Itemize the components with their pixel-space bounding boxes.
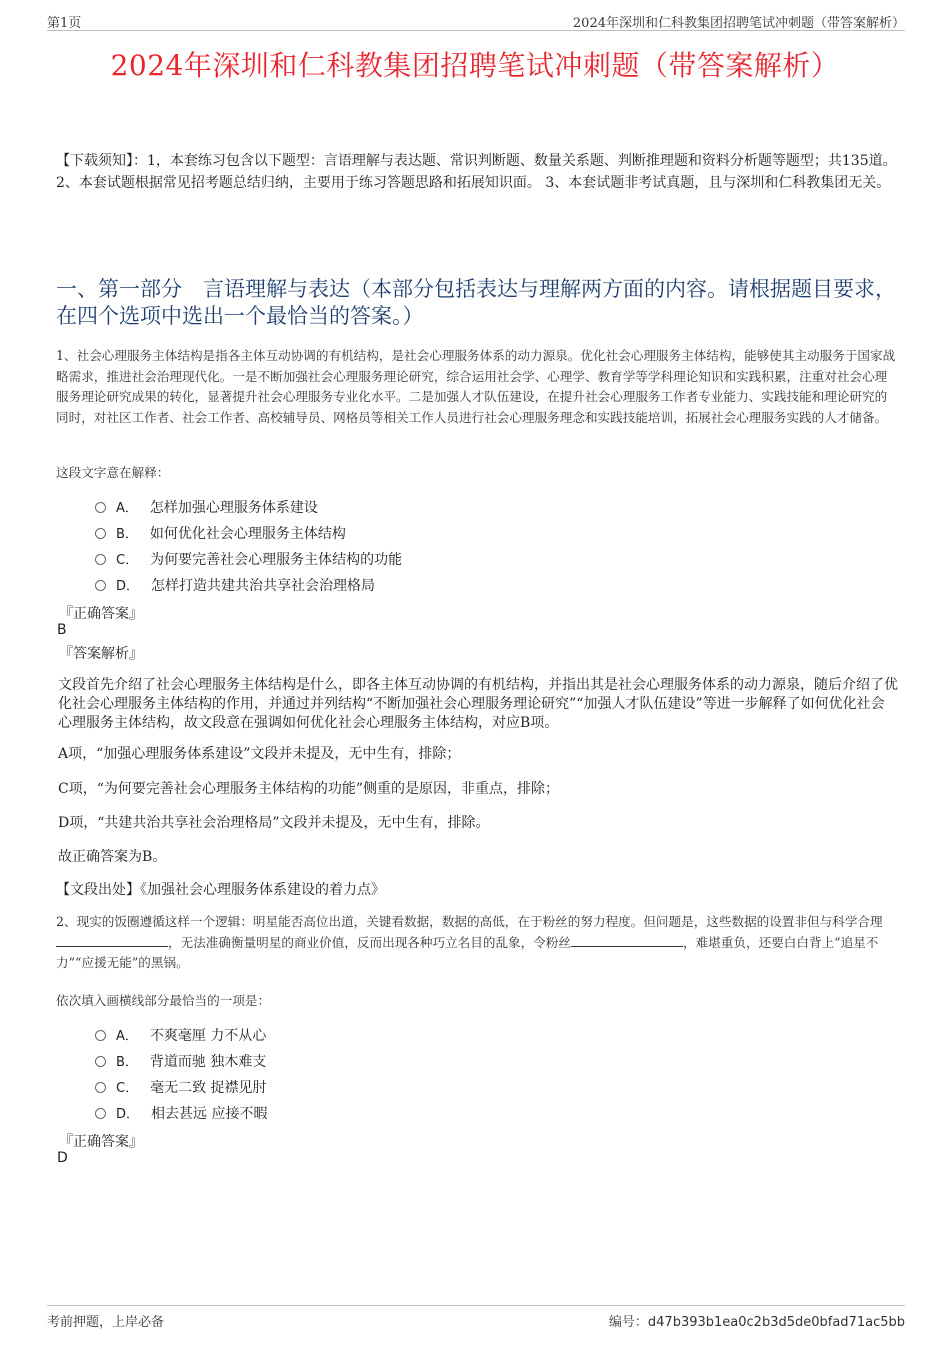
section-heading: 一、第一部分 言语理解与表达（本部分包括表达与理解两方面的内容。请根据题目要求，在四个选项中选出一个最恰当的答案。）: [56, 277, 896, 328]
q2-option-a[interactable]: A． 不爽毫厘 力不从心: [95, 1025, 266, 1045]
q2-answer-label: 『正确答案』: [59, 1134, 143, 1150]
q1-analysis-option-c: C项，“为何要完善社会心理服务主体结构的功能”侧重的是原因，非重点，排除；: [58, 781, 560, 797]
radio-icon[interactable]: [95, 1108, 106, 1119]
q2-option-d[interactable]: D． 相去甚远 应接不暇: [95, 1103, 267, 1123]
q1-option-a[interactable]: A． 怎样加强心理服务体系建设: [95, 497, 318, 517]
download-notice: 【下载须知】：1，本套练习包含以下题型：言语理解与表达题、常识判断题、数量关系题、判断推理题和资料分析题等题型；共135道。 2、本套试题根据常见招考题总结归纳，主要用于练习答题思路和拓展知识面。 3、本套试题非考试真题，且与深圳和仁科教集团无关。: [56, 153, 897, 191]
q2-answer: D: [57, 1150, 68, 1166]
q1-option-b[interactable]: B． 如何优化社会心理服务主体结构: [95, 523, 346, 543]
radio-icon[interactable]: [95, 554, 106, 565]
question-2-stem: 2、现实的饭圈遵循这样一个逻辑：明星能否高位出道，关键看数据，数据的高低，在于粉丝的努力程度。但问题是，这些数据的设置非但与科学合理，无法准确衡量明星的商业价值，反而出现各种巧立名目的乱象，令粉丝 ，难堪重负，还要白白背上“追星不力”“应援无能”的黑锅。: [56, 914, 883, 970]
question-1-prompt: 这段文字意在解释：: [56, 465, 170, 480]
fill-blank-2: [571, 934, 683, 947]
fill-blank-1: [56, 934, 168, 947]
header-doc-title: 2024年深圳和仁科教集团招聘笔试冲刺题（带答案解析）: [572, 16, 905, 31]
question-2-prompt: 依次填入画横线部分最恰当的一项是：: [56, 993, 271, 1008]
footer-code: 编号：d47b393b1ea0c2b3d5de0bfad71ac5bb: [608, 1315, 905, 1330]
radio-icon[interactable]: [95, 528, 106, 539]
radio-icon[interactable]: [95, 580, 106, 591]
q1-source: 【文段出处】《加强社会心理服务体系建设的着力点》: [56, 882, 385, 898]
q1-option-d[interactable]: D． 怎样打造共建共治共享社会治理格局: [95, 575, 375, 595]
footer-slogan: 考前押题，上岸必备: [47, 1315, 165, 1330]
q1-option-c[interactable]: C． 为何要完善社会心理服务主体结构的功能: [95, 549, 402, 569]
q1-analysis-option-a: A项，“加强心理服务体系建设”文段并未提及，无中生有，排除；: [58, 746, 461, 762]
page-footer: [47, 1305, 905, 1328]
q1-analysis-conclusion: 故正确答案为B。: [58, 849, 167, 865]
q2-option-b[interactable]: B． 背道而驰 独木难支: [95, 1051, 266, 1071]
radio-icon[interactable]: [95, 502, 106, 513]
radio-icon[interactable]: [95, 1056, 106, 1067]
page-number: 第1页: [47, 16, 82, 31]
document-title: 2024年深圳和仁科教集团招聘笔试冲刺题（带答案解析）: [110, 49, 840, 82]
page-header: [47, 8, 905, 31]
q1-analysis-option-d: D项，“共建共治共享社会治理格局”文段并未提及，无中生有，排除。: [58, 815, 490, 831]
radio-icon[interactable]: [95, 1030, 106, 1041]
radio-icon[interactable]: [95, 1082, 106, 1093]
question-1-stem: 1、社会心理服务主体结构是指各主体互动协调的有机结构，是社会心理服务体系的动力源泉。优化社会心理服务主体结构，能够使其主动服务于国家战略需求，推进社会治理现代化。一是不断加强社会心理服务理论研究，综合运用社会学、心理学、教育学等学科理论知识和实践积累，注重对社会心理服务理论研究成果的转化，显著提升社会心理服务专业化水平。二是加强人才队伍建设，在提升社会心理服务工作者专业能力、实践技能和理论研究的同时，对社区工作者、社会工作者、高校辅导员、网格员等相关工作人员进行社会心理服务理念和实践技能培训，拓展社会心理服务实践的人才储备。: [56, 348, 896, 425]
q1-analysis-paragraph: 文段首先介绍了社会心理服务主体结构是什么，即各主体互动协调的有机结构，并指出其是社会心理服务体系的动力源泉，随后介绍了优化社会心理服务主体结构的作用，并通过并列结构“不断加强社会心理服务理论研究”“加强人才队伍建设”等进一步解释了如何优化社会心理服务主体结构，故文段意在强调如何优化社会心理服务主体结构，对应B项。: [58, 677, 898, 731]
q1-answer: B: [57, 622, 67, 638]
q1-analysis-label: 『答案解析』: [59, 646, 143, 662]
q2-option-c[interactable]: C． 毫无二致 捉襟见肘: [95, 1077, 267, 1097]
q1-answer-label: 『正确答案』: [59, 606, 143, 622]
